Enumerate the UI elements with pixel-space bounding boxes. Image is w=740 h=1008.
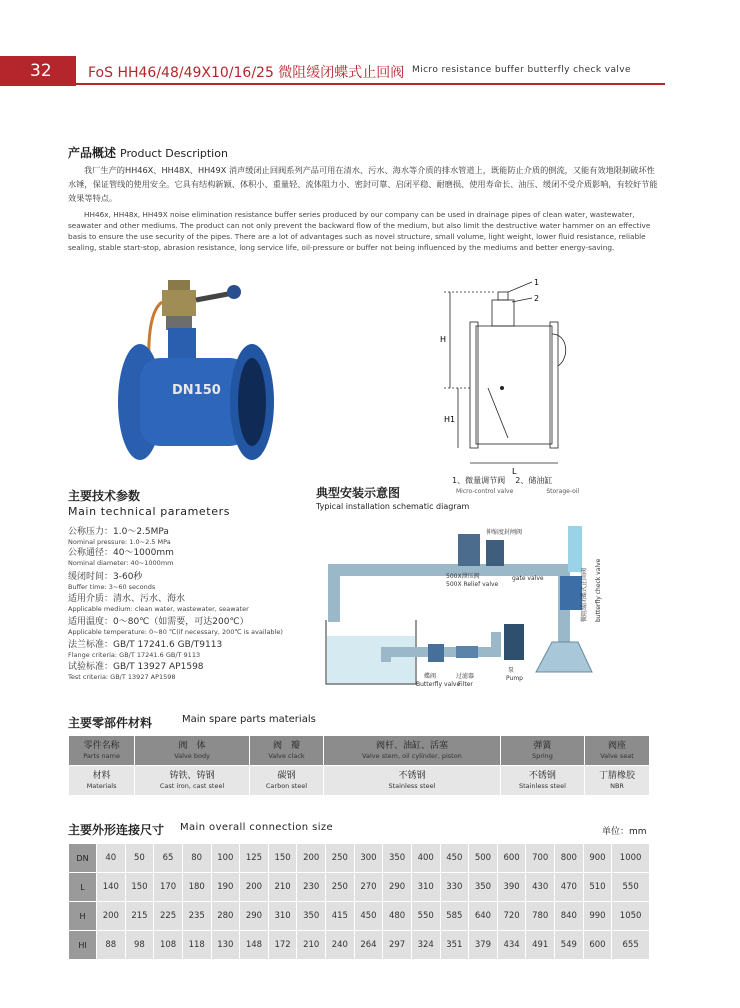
parts-cell-en: Stainless steel xyxy=(518,781,566,790)
dims-cell: 235 xyxy=(182,902,211,931)
label-l: L xyxy=(512,467,517,476)
parts-cell xyxy=(69,766,135,796)
label-pump-en: Pump xyxy=(506,675,523,682)
dims-cell: 549 xyxy=(555,931,584,960)
dimension-drawing xyxy=(430,278,590,478)
drawing-body xyxy=(476,326,552,444)
dims-cell: 250 xyxy=(326,844,355,873)
dims-row-h xyxy=(69,902,650,931)
overview-title-cn: 产品概述 xyxy=(68,146,117,160)
drawing-legend xyxy=(452,475,579,495)
micro-control-valve-knob xyxy=(227,285,241,299)
param-temperature-en: Applicable temperature: 0~80 ℃(if necessary, 200℃ is available) xyxy=(68,628,283,636)
dims-cell: 170 xyxy=(154,873,183,902)
param-test-cn: 试验标准：GB/T 13927 AP1598 xyxy=(68,662,204,672)
label-gate-valve-en: gate valve xyxy=(512,575,544,582)
parts-header-en: Parts name xyxy=(83,751,120,760)
dims-cell: 510 xyxy=(583,873,612,902)
dims-cell: 130 xyxy=(211,931,240,960)
dims-row-label: HI xyxy=(69,931,97,960)
dims-cell: 264 xyxy=(354,931,383,960)
dims-cell: 400 xyxy=(411,844,440,873)
dims-cell: 390 xyxy=(497,873,526,902)
parts-header-cn: 阀杆、油缸、活塞 xyxy=(375,740,448,751)
legend-2-cn: 2、储油缸 xyxy=(515,476,553,485)
param-diameter-en: Nominal diameter: 40~1000mm xyxy=(68,559,174,567)
param-buffer-time-cn: 缓闭时间：3-60秒 xyxy=(68,572,143,582)
param-buffer-time xyxy=(68,572,155,592)
param-medium-en: Applicable medium: clean water, wastewater, seawater xyxy=(68,605,249,613)
dims-cell: 470 xyxy=(555,873,584,902)
label-h1: H1 xyxy=(444,415,456,424)
dims-cell: 225 xyxy=(154,902,183,931)
parts-header-cn: 阀座 xyxy=(608,740,627,751)
dims-cell: 640 xyxy=(469,902,498,931)
label-check-valve-en: butterfly check valve xyxy=(595,558,602,622)
parts-cell xyxy=(135,766,250,796)
legend-1-en: Micro-control valve xyxy=(456,488,514,495)
drawing-pivot xyxy=(500,386,504,390)
label-filter-en: Filter xyxy=(458,681,473,688)
param-diameter-cn: 公称通径：40～1000mm xyxy=(68,548,174,558)
parts-header-cell xyxy=(69,736,135,766)
dims-cell: 270 xyxy=(354,873,383,902)
param-medium xyxy=(68,594,249,614)
dims-cell: 330 xyxy=(440,873,469,902)
label-relief-valve-en: 500X Relief valve xyxy=(446,581,499,588)
parts-table xyxy=(68,735,650,796)
parts-header-cn: 零件名称 xyxy=(83,740,120,751)
dims-cell: 50 xyxy=(125,844,154,873)
dims-cell: 600 xyxy=(583,931,612,960)
valve-neck xyxy=(168,328,196,358)
parts-cell-cn: 不锈钢 xyxy=(528,770,556,781)
dims-cell: 550 xyxy=(411,902,440,931)
dims-cell: 450 xyxy=(354,902,383,931)
dims-cell: 150 xyxy=(125,873,154,902)
param-temperature xyxy=(68,617,283,637)
drawing-flange-left xyxy=(470,322,478,448)
dims-cell: 200 xyxy=(297,844,326,873)
dims-cell: 1050 xyxy=(612,902,650,931)
dims-cell: 350 xyxy=(383,844,412,873)
parts-cell-en: Cast iron, cast steel xyxy=(159,781,225,790)
dims-cell: 150 xyxy=(268,844,297,873)
parts-header-en: Valve clack xyxy=(268,751,305,760)
params-title-en: Main technical parameters xyxy=(68,505,231,518)
dims-cell: 434 xyxy=(497,931,526,960)
label-pump-cn: 泵 xyxy=(508,667,515,674)
dims-cell: 310 xyxy=(411,873,440,902)
parts-cell-cn: 不锈钢 xyxy=(398,770,426,781)
dims-cell: 1000 xyxy=(612,844,650,873)
dims-cell: 98 xyxy=(125,931,154,960)
oil-cylinder xyxy=(162,290,196,316)
dims-row-label: DN xyxy=(69,844,97,873)
dims-cell: 200 xyxy=(97,902,126,931)
header-title: FoS HH46/48/49X10/16/25 微阻缓闭蝶式止回阀 xyxy=(88,65,405,81)
callout-line-1 xyxy=(508,282,532,292)
parts-cell xyxy=(249,766,323,796)
dims-unit: 单位：mm xyxy=(602,827,647,837)
installation-diagram xyxy=(316,512,648,692)
parts-cell-en: Materials xyxy=(86,781,117,790)
dims-cell: 80 xyxy=(182,844,211,873)
valve-product-image xyxy=(110,272,280,472)
outlet-bore xyxy=(238,358,266,446)
label-filter-cn: 过滤器 xyxy=(456,673,475,680)
dims-cell: 172 xyxy=(268,931,297,960)
dims-cell: 351 xyxy=(440,931,469,960)
header-title-en: Micro resistance buffer butterfly check valve xyxy=(412,65,631,75)
parts-cell-en: Stainless steel xyxy=(388,781,436,790)
parts-header-cell xyxy=(249,736,323,766)
label-butterfly-cn: 蝶阀 xyxy=(424,673,437,680)
dims-row-dn xyxy=(69,844,650,873)
callout-1: 1 xyxy=(534,278,540,287)
tank-water xyxy=(327,636,415,683)
cylinder-base xyxy=(166,316,192,330)
parts-title-en: Main spare parts materials xyxy=(182,714,316,725)
butterfly-valve xyxy=(428,644,444,662)
dims-cell: 240 xyxy=(326,931,355,960)
parts-cell-cn: 铸铁、铸钢 xyxy=(169,770,215,781)
dims-row-l xyxy=(69,873,650,902)
pump xyxy=(504,624,524,660)
dims-cell: 215 xyxy=(125,902,154,931)
param-test xyxy=(68,662,204,682)
label-h: H xyxy=(440,335,447,344)
dims-cell: 290 xyxy=(383,873,412,902)
drawing-flange-right xyxy=(550,322,558,448)
pump-base xyxy=(536,642,592,672)
parts-header-row xyxy=(69,736,650,766)
overview-text-cn: 我厂生产的HH46X、HH48X、HH49X 消声缓闭止回阀系列产品可用在清水、污水、海水等介质的排水管道上，既能防止介质的倒流，又能有效地限制破坏性水锤，保证管线的使用安全。它具有结构新颖、体积小、重量轻、流体阻力小、密封可靠、启闭平稳、耐磨损、使用寿命长、油压、缓闭不受介质影响，有较好节能效果等特点。 xyxy=(68,165,658,203)
dims-cell: 840 xyxy=(555,902,584,931)
param-diameter xyxy=(68,548,174,568)
params-title: 主要技术参数 xyxy=(68,489,141,503)
dims-row-label: H xyxy=(69,902,97,931)
dims-cell: 900 xyxy=(583,844,612,873)
parts-header-cell xyxy=(500,736,584,766)
dims-cell: 210 xyxy=(297,931,326,960)
dims-cell: 118 xyxy=(182,931,211,960)
parts-cell-cn: 材料 xyxy=(92,770,111,781)
parts-header-cell xyxy=(585,736,650,766)
parts-header-cn: 阀 瓣 xyxy=(272,740,300,751)
parts-cell-cn: 碳钢 xyxy=(277,770,296,781)
parts-cell-cn: 丁腈橡胶 xyxy=(599,770,636,781)
param-test-en: Test criteria: GB/T 13927 AP1598 xyxy=(68,673,176,681)
gate-valve xyxy=(486,540,504,566)
drawing-disc xyxy=(488,388,508,438)
parts-cell xyxy=(500,766,584,796)
parts-cell xyxy=(585,766,650,796)
dims-cell: 500 xyxy=(469,844,498,873)
dims-cell: 720 xyxy=(497,902,526,931)
dims-cell: 990 xyxy=(583,902,612,931)
parts-cell-en: NBR xyxy=(610,781,624,790)
supply-pipe xyxy=(334,570,532,622)
dims-row-hi xyxy=(69,931,650,960)
filter xyxy=(456,646,478,658)
param-pressure-en: Nominal pressure: 1.0~2.5 MPa xyxy=(68,538,171,546)
dims-cell: 125 xyxy=(240,844,269,873)
dims-cell: 108 xyxy=(154,931,183,960)
dims-cell: 415 xyxy=(326,902,355,931)
parts-header-en: Spring xyxy=(531,751,553,760)
dims-cell: 585 xyxy=(440,902,469,931)
actuator-cap xyxy=(168,280,190,290)
parts-header-cell xyxy=(135,736,250,766)
dims-cell: 40 xyxy=(97,844,126,873)
label-gate-valve-cn: 伸缩度封闸阀 xyxy=(486,529,523,536)
callout-2: 2 xyxy=(534,294,540,303)
drawing-cap xyxy=(498,292,508,300)
dims-cell: 148 xyxy=(240,931,269,960)
dims-cell: 310 xyxy=(268,902,297,931)
relief-valve xyxy=(458,534,480,566)
drawing-oil-line xyxy=(552,334,566,366)
label-butterfly-en: Butterfly valve xyxy=(416,681,461,688)
param-temperature-cn: 适用温度：0～80℃（如需要，可达200℃） xyxy=(68,617,249,627)
dims-title-en: Main overall connection size xyxy=(180,822,334,833)
header-divider xyxy=(76,83,665,85)
dims-cell: 780 xyxy=(526,902,555,931)
parts-cell xyxy=(324,766,501,796)
dims-cell: 88 xyxy=(97,931,126,960)
parts-material-row xyxy=(69,766,650,796)
dims-cell: 280 xyxy=(211,902,240,931)
dims-cell: 600 xyxy=(497,844,526,873)
body-label: DN150 xyxy=(172,383,221,398)
dims-cell: 65 xyxy=(154,844,183,873)
page-number: 32 xyxy=(0,56,76,86)
dims-cell: 655 xyxy=(612,931,650,960)
discharge-pipe xyxy=(532,570,564,652)
param-flange-cn: 法兰标准：GB/T 17241.6 GB/T9113 xyxy=(68,640,223,650)
param-pressure xyxy=(68,527,171,547)
label-check-valve-cn: 微阻缓闭蝶式止回阀 xyxy=(581,567,588,622)
param-flange xyxy=(68,640,222,660)
dims-cell: 450 xyxy=(440,844,469,873)
param-flange-en: Flange criteria: GB/T 17241.6 GB/T 9113 xyxy=(68,651,201,659)
label-relief-valve-cn: 500X泄压阀 xyxy=(446,573,480,580)
dims-row-label: L xyxy=(69,873,97,902)
check-valve xyxy=(560,576,582,610)
parts-header-cn: 阀 体 xyxy=(178,740,206,751)
dims-table xyxy=(68,843,650,960)
callout-line-2 xyxy=(512,298,532,302)
dims-cell: 290 xyxy=(240,902,269,931)
dims-cell: 324 xyxy=(411,931,440,960)
dims-cell: 800 xyxy=(555,844,584,873)
install-title-en: Typical installation schematic diagram xyxy=(316,502,470,511)
parts-header-cell xyxy=(324,736,501,766)
dims-cell: 491 xyxy=(526,931,555,960)
dims-cell: 100 xyxy=(211,844,240,873)
dims-cell: 480 xyxy=(383,902,412,931)
overview-text-en: HH46x, HH48x, HH49X noise elimination resistance buffer series produced by our company can be used in drainage pipes of clean water, wastewater, seawater and other mediums. The product can not only prevent the backward flow of the medium, but also limit the destructive water hammer on an effective basis to ensure the use security of the pipes. There are a lot of advantages such as novel structure, small volume, light weight, lower fluid resistance, reliable sealing, stable start-stop, abrasion resistance, long service life, oil-pressure or buffer not being influenced by the mediums and better energy-saving. xyxy=(68,210,651,252)
dims-cell: 230 xyxy=(297,873,326,902)
dims-cell: 250 xyxy=(326,873,355,902)
dims-cell: 430 xyxy=(526,873,555,902)
parts-cell-en: Carbon steel xyxy=(265,781,308,790)
dims-title: 主要外形连接尺寸 xyxy=(68,823,165,837)
dims-cell: 700 xyxy=(526,844,555,873)
parts-header-en: Valve body xyxy=(174,751,210,760)
vertical-pipe xyxy=(568,526,582,572)
dims-cell: 210 xyxy=(268,873,297,902)
dims-cell: 180 xyxy=(182,873,211,902)
overview-title xyxy=(68,144,228,161)
dims-cell: 350 xyxy=(469,873,498,902)
dims-cell: 190 xyxy=(211,873,240,902)
drawing-cylinder xyxy=(492,300,514,326)
overview-title-en: Product Description xyxy=(120,147,228,160)
parts-header-cn: 弹簧 xyxy=(533,740,552,751)
dims-cell: 550 xyxy=(612,873,650,902)
dims-cell: 300 xyxy=(354,844,383,873)
dims-cell: 379 xyxy=(469,931,498,960)
parts-header-en: Valve stem, oil cylinder, piston xyxy=(362,751,462,760)
dims-cell: 297 xyxy=(383,931,412,960)
parts-header-en: Valve seat xyxy=(600,751,634,760)
install-title: 典型安装示意图 xyxy=(316,486,401,500)
param-pressure-cn: 公称压力：1.0～2.5MPa xyxy=(68,527,169,537)
legend-1-cn: 1、微量调节阀 xyxy=(452,476,506,485)
dims-cell: 200 xyxy=(240,873,269,902)
parts-title: 主要零部件材料 xyxy=(68,716,153,730)
control-arm xyxy=(196,294,228,300)
param-medium-cn: 适用介质：清水、污水、海水 xyxy=(68,594,186,604)
dims-cell: 350 xyxy=(297,902,326,931)
legend-2-en: Storage-oil xyxy=(546,488,580,495)
dims-cell: 140 xyxy=(97,873,126,902)
param-buffer-time-en: Buffer time: 3~60 seconds xyxy=(68,583,156,591)
page-header xyxy=(0,56,665,86)
